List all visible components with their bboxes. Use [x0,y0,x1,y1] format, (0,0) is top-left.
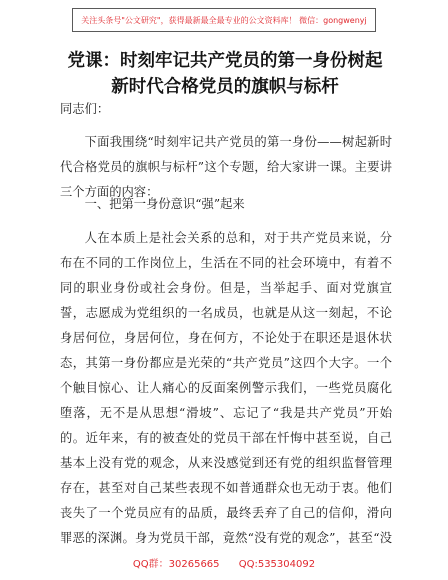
banner-text: 关注头条号"公文研究"，获得最新最全最专业的公文资料库！ 微信：gongwenyj [81,15,367,25]
intro-paragraph: 下面我围绕“时刻牢记共产党员的第一身份——树起新时代合格党员的旗帜与标杆”这个专题，给大家讲一课。主要讲三个方面的内容： [60,135,392,199]
footer-contacts [0,555,448,570]
footer-qq: QQ:535304092 [238,559,316,570]
section-heading: 一、把第一身份意识“强”起来 [84,197,245,211]
salutation: 同志们： [60,102,110,116]
header-banner [72,8,376,32]
body-paragraph: 人在本质上是社会关系的总和，对于共产党员来说，分布在不同的工作岗位上，生活在不同的社会环境中，有着不同的职业身份或社会身份。但是，当举起手、面对党旗宣誓，志愿成为党组织的一名成员，也就是从这一刻起，不论身居何位，身居何位，身在何方，不论处于在职还是退休状态，其第一身份都应是光荣的“共产党员”这四个大字。一个个触目惊心、让人痛心的反面案例警示我们，一些党员腐化堕落，无不是从思想“滑坡”、忘记了“我是共产党员”开始的。近年来，有的被查处的党员干部在忏悔中甚至说，自己基本上没有党的观念，从来没感觉到还有党的组织监督管理存在，甚至对自己某些表现不如普通群众也无动于衷。他们丧失了一个党员应有的品质，最终丢弃了自己的信仰，滑向罪恶的深渊。身为党员干部，竟然“没有党的观念”，甚至“没 [60,231,392,545]
footer-qq-group: QQ群：30265665 [132,559,220,570]
document-title: 党课：时刻牢记共产党员的第一身份树起新时代合格党员的旗帜与标杆 [67,51,383,97]
